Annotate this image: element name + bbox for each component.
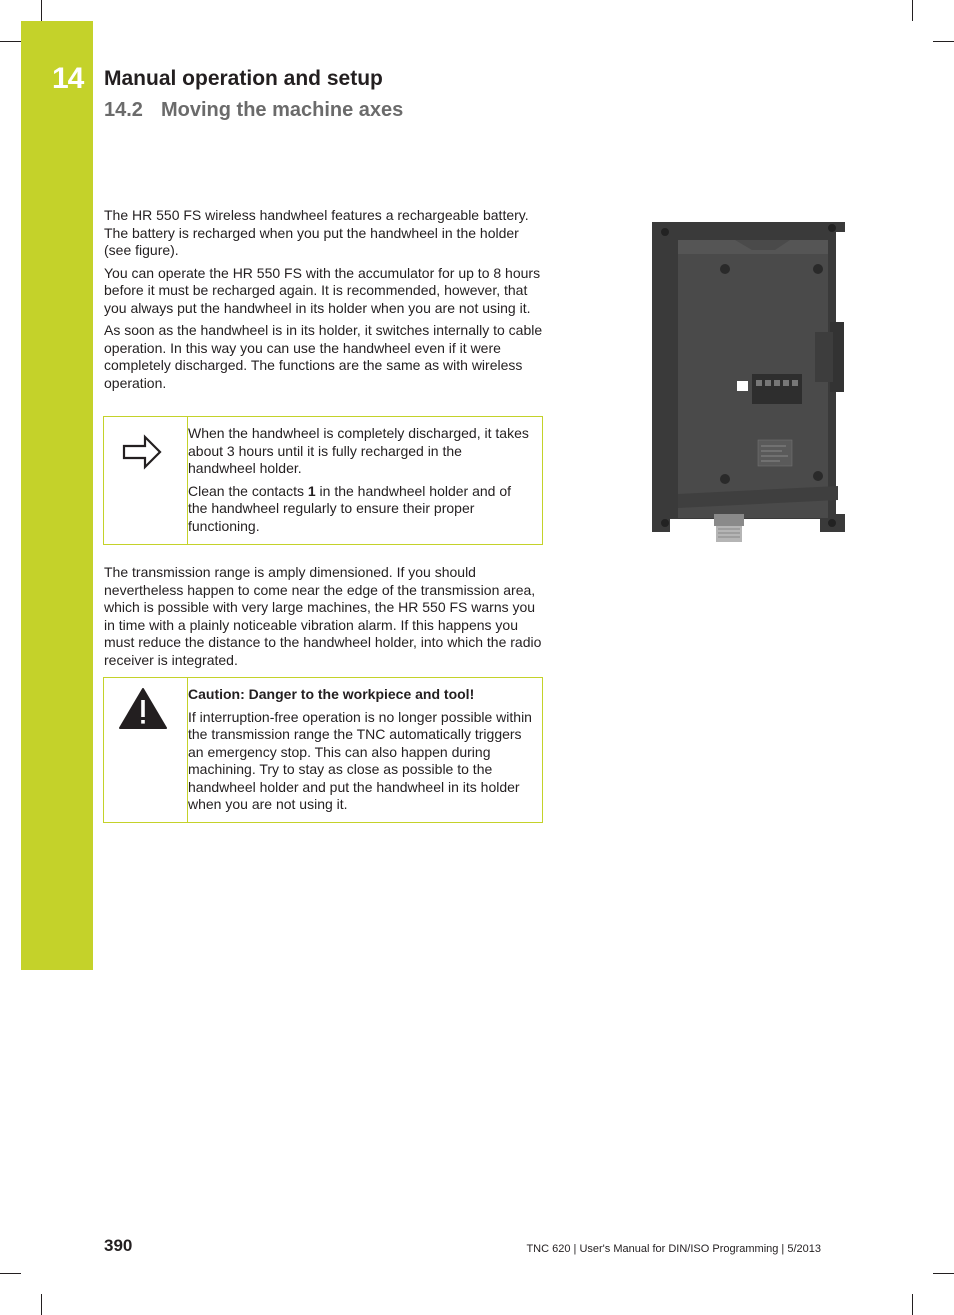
crop-mark: [912, 1294, 913, 1315]
warning-icon: [104, 686, 186, 746]
caution-box: [103, 677, 543, 823]
chapter-sidebar: [21, 21, 93, 970]
paragraph: As soon as the handwheel is in its holder, it switches internally to cable operation. In this way you can use the handwheel even if it were completely discharged. The functions are the same as with wireless operation.: [104, 322, 543, 391]
paragraph: The transmission range is amply dimensioned. If you should nevertheless happen to come near the edge of the transmission area, which is possible with very large machines, the HR 550 FS warns you in time with a plainly noticeable vibration alarm. If this happens you must reduce the distance to the handwheel holder, into which the radio receiver is integrated.: [104, 564, 542, 668]
section-title-text: Moving the machine axes: [161, 99, 404, 121]
crop-mark: [0, 1273, 21, 1274]
note-icon-cell: [104, 417, 186, 544]
note-text: [187, 417, 542, 544]
middle-text: [104, 564, 544, 674]
footer-text: TNC 620 | User's Manual for DIN/ISO Programming | 5/2013: [526, 1243, 821, 1255]
crop-mark: [41, 0, 42, 21]
crop-mark: [933, 41, 954, 42]
caution-text: [187, 678, 542, 822]
crop-mark: [0, 41, 21, 42]
paragraph: You can operate the HR 550 FS with the accumulator for up to 8 hours before it must be recharged again. It is recommended, however, that you always put the handwheel in its holder when you are not using it.: [104, 264, 541, 316]
caution-title: Caution: Danger to the workpiece and tool!: [188, 686, 475, 702]
note-box: [103, 416, 543, 545]
section-number: 14.2: [104, 99, 143, 121]
handwheel-holder-photo: [640, 214, 850, 544]
chapter-number: 14: [52, 62, 84, 95]
note-paragraph: When the handwheel is completely discharged, it takes about 3 hours until it is fully recharged in the handwheel holder.: [188, 425, 529, 476]
caution-icon-cell: [104, 678, 186, 822]
note-text-part: Clean the contacts: [188, 482, 308, 499]
crop-mark: [933, 1273, 954, 1274]
paragraph: The HR 550 FS wireless handwheel features a rechargeable battery. The battery is recharged when you put the handwheel in the holder (see figure).: [104, 207, 529, 258]
note-text-part: in the handwheel holder and of the handwheel regularly to ensure their proper functioning.: [188, 482, 512, 534]
page-number: 390: [104, 1236, 133, 1255]
note-text-bold: 1: [307, 482, 316, 499]
arrow-right-icon: [104, 425, 186, 485]
crop-mark: [912, 0, 913, 21]
caution-paragraph: If interruption-free operation is no longer possible within the transmission range the TNC automatically triggers an emergency stop. This can also happen during machining. Try to stay as close as possible to the handwheel holder and put the handwheel in its holder when you are not using it.: [188, 708, 532, 812]
crop-mark: [41, 1294, 42, 1315]
intro-text: [104, 207, 544, 397]
chapter-title: Manual operation and setup: [104, 67, 383, 90]
note-paragraph: [188, 483, 532, 536]
section-title: [104, 99, 403, 122]
